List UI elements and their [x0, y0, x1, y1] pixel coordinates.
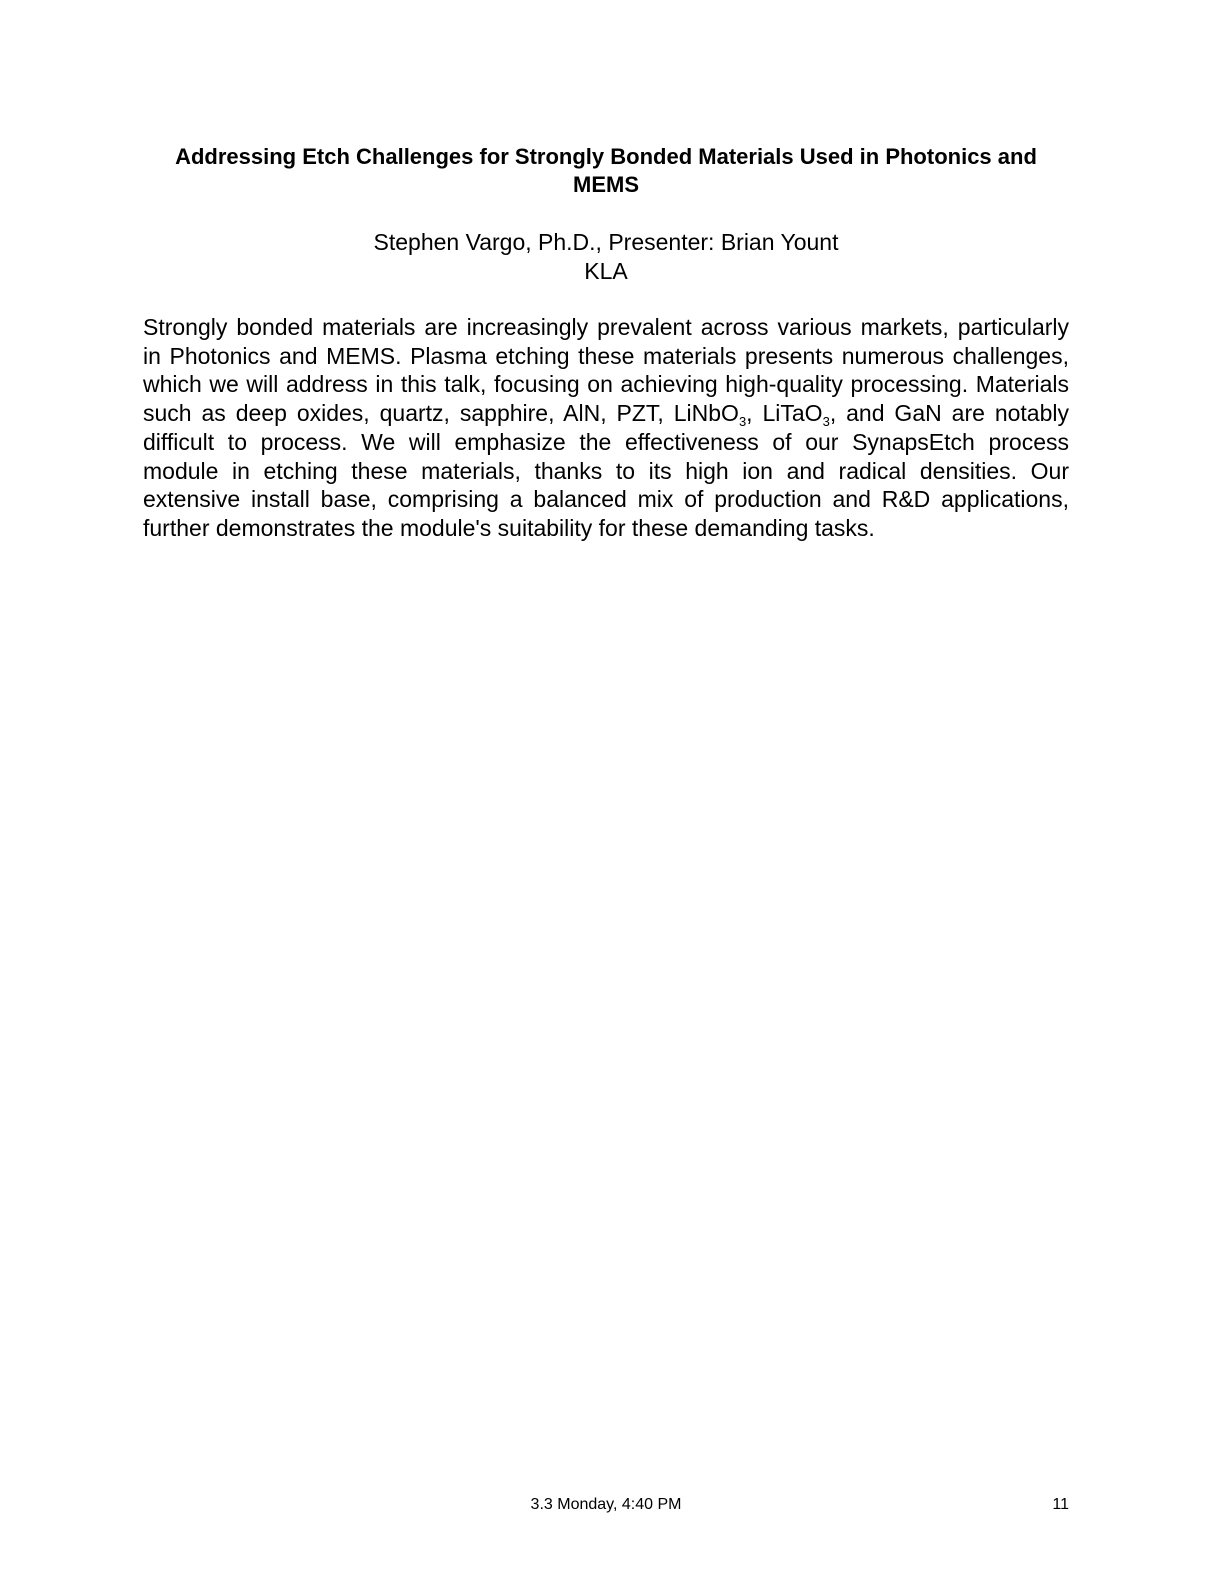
- abstract-text-part-3: , and GaN are notably difficult to process. We will emphasize the effectiveness of our SynapsEtch process module in etching these materials, thanks to its high ion and radical densities. Our extensive install base, comprising a balanced mix of production and R&D applications, further demonstrates the module's suitability for these demanding tasks.: [143, 400, 1069, 541]
- paper-title: Addressing Etch Challenges for Strongly Bonded Materials Used in Photonics and MEMS: [175, 144, 1037, 197]
- footer-page-number: 11: [1052, 1496, 1069, 1513]
- abstract-text-part-1: Strongly bonded materials are increasingly prevalent across various markets, particularly in Photonics and MEMS. Plasma etching these materials presents numerous challenges, which we will address in this talk, focusing on achieving high-quality processing. Materials such as deep oxides, quartz, sapphire, AlN, PZT, LiNbO: [143, 314, 1069, 427]
- subscript-3-litao: 3: [822, 414, 830, 430]
- abstract-text-part-2: , LiTaO: [746, 400, 823, 427]
- author-block: [150, 228, 1062, 286]
- subscript-3-linbo: 3: [738, 414, 747, 430]
- author-names: Stephen Vargo, Ph.D., Presenter: Brian Yount: [373, 229, 839, 255]
- abstract-paragraph: [143, 313, 1069, 543]
- author-affiliation: KLA: [584, 258, 628, 284]
- footer-session-time: 3.3 Monday, 4:40 PM: [530, 1496, 682, 1513]
